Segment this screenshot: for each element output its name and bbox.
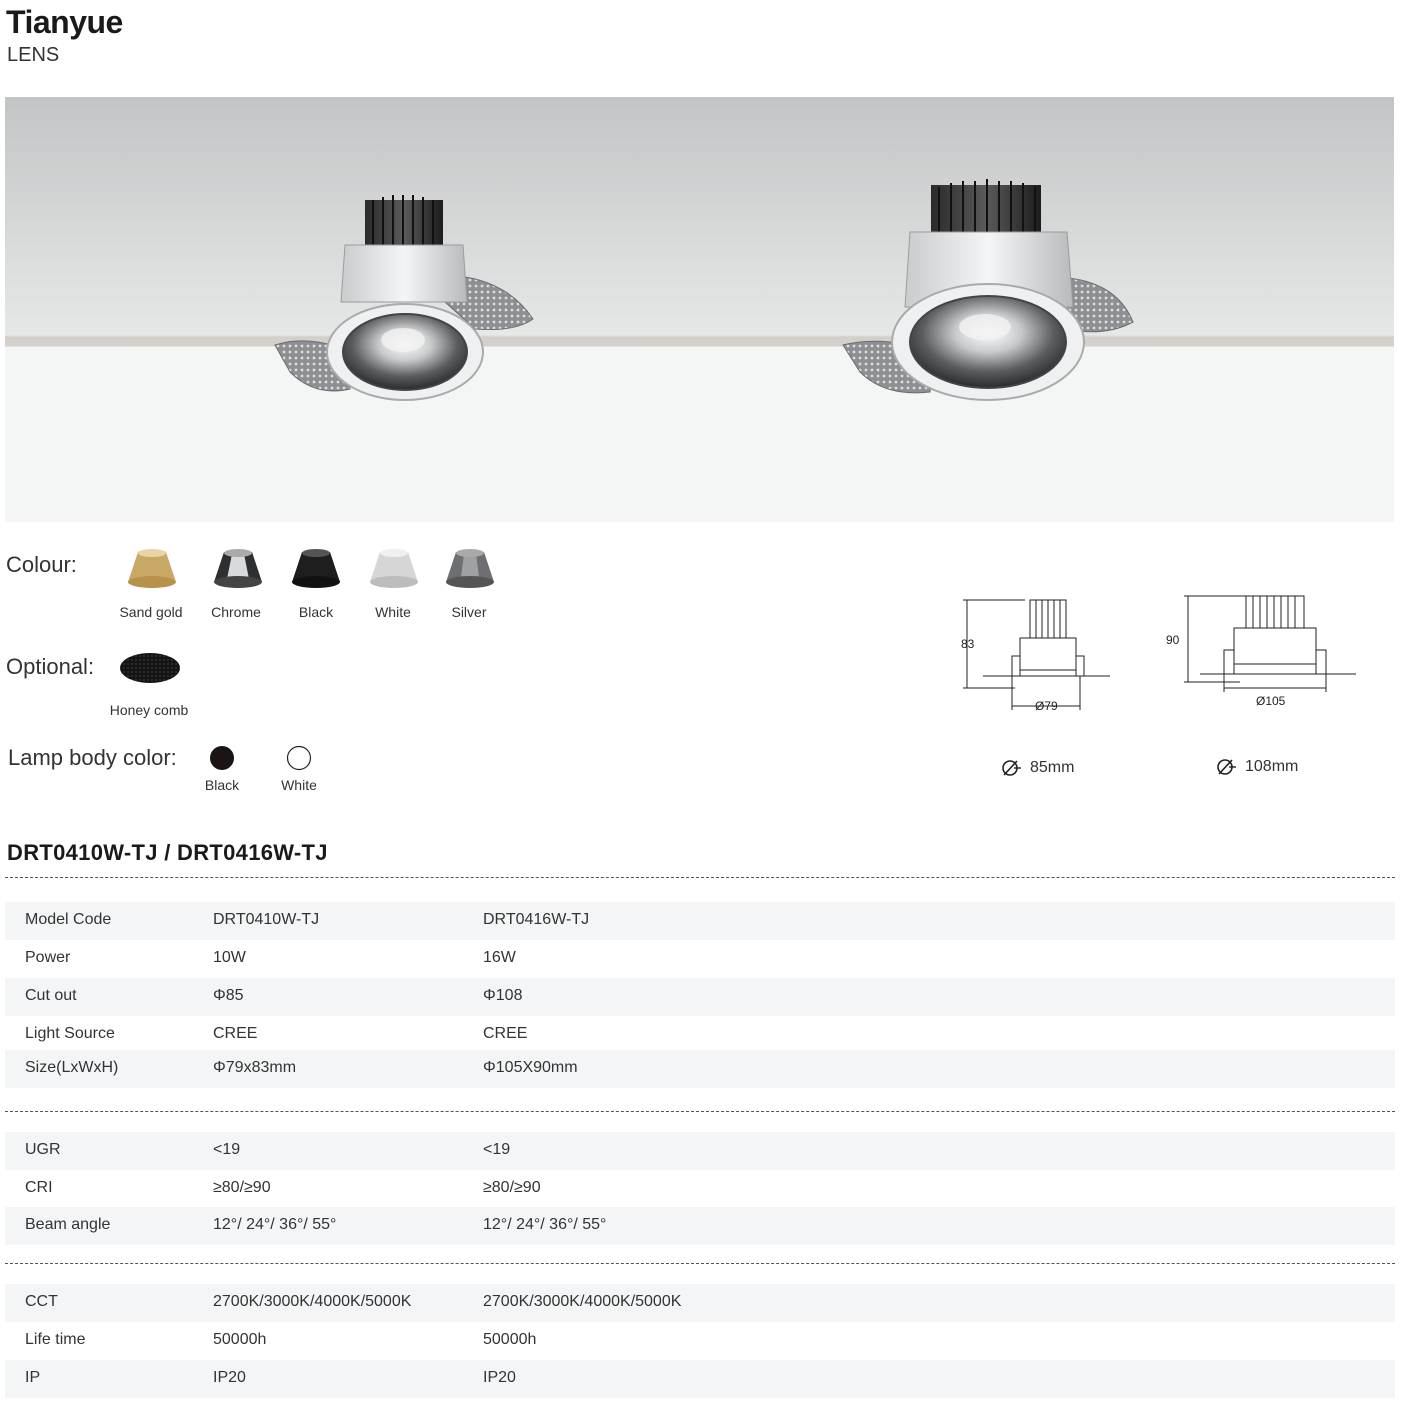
cutout-diameter-icon	[1000, 758, 1022, 778]
swatch-label-honeycomb: Honey comb	[109, 702, 189, 718]
dim-height-small: 83	[961, 637, 975, 651]
spec-value-a: Φ79x83mm	[213, 1059, 297, 1076]
spec-label: Light Source	[25, 1025, 115, 1042]
spec-value-a: 50000h	[213, 1331, 267, 1348]
colour-label: Colour:	[6, 552, 77, 577]
spec-value-b: 12°/ 24°/ 36°/ 55°	[483, 1216, 607, 1233]
model-title: DRT0410W-TJ / DRT0416W-TJ	[7, 840, 328, 865]
product-hero-image	[5, 97, 1394, 522]
spec-label: Life time	[25, 1331, 86, 1348]
dim-diameter-small: Ø79	[1035, 699, 1058, 713]
body-swatch-label-white: White	[281, 777, 317, 793]
spec-row-model-code	[5, 902, 1395, 940]
spec-label: IP	[25, 1369, 41, 1386]
brand-name: Tianyue	[6, 4, 123, 40]
spec-row-cut-out	[5, 978, 1395, 1016]
spec-row-size	[5, 1050, 1395, 1088]
spec-row-ugr	[5, 1132, 1395, 1170]
body-white-swatch[interactable]	[286, 745, 312, 771]
spec-value-a: Φ85	[213, 987, 244, 1004]
spec-row-beam-angle	[5, 1207, 1395, 1245]
spec-value-b: IP20	[483, 1369, 516, 1386]
swatch-label-white: White	[375, 604, 411, 620]
spec-value-a: 2700K/3000K/4000K/5000K	[213, 1293, 412, 1310]
spec-row-power	[5, 940, 1395, 978]
dimension-drawing-large	[1160, 590, 1360, 714]
swatch-label-silver: Silver	[451, 604, 487, 620]
swatch-label-black: Black	[298, 604, 334, 620]
product-category: LENS	[7, 44, 60, 66]
honeycomb-icon[interactable]	[118, 650, 182, 686]
cutout-small	[1000, 758, 1074, 778]
cutout-diameter-icon	[1215, 757, 1237, 777]
downlight-small-illustration	[275, 195, 533, 400]
reflector-sand-gold-swatch[interactable]	[124, 546, 180, 592]
spec-label: Size(LxWxH)	[25, 1059, 119, 1076]
section-divider	[5, 1111, 1395, 1112]
spec-value-b: DRT0416W-TJ	[483, 911, 590, 928]
spec-value-b: 50000h	[483, 1331, 537, 1348]
spec-value-b: Φ108	[483, 987, 523, 1004]
swatch-label-sand-gold: Sand gold	[119, 604, 183, 620]
spec-value-a: CREE	[213, 1025, 258, 1042]
spec-row-cct	[5, 1284, 1395, 1322]
cutout-small-value: 85mm	[1030, 759, 1075, 776]
reflector-black-swatch[interactable]	[288, 546, 344, 592]
spec-value-a: IP20	[213, 1369, 246, 1386]
body-black-swatch[interactable]	[209, 745, 235, 771]
spec-label: CRI	[25, 1179, 53, 1196]
spec-label: Model Code	[25, 911, 112, 928]
spec-label: Cut out	[25, 987, 77, 1004]
reflector-silver-swatch[interactable]	[442, 546, 498, 592]
spec-value-a: 10W	[213, 949, 246, 966]
spec-row-life-time	[5, 1322, 1395, 1360]
spec-value-b: CREE	[483, 1025, 528, 1042]
reflector-chrome-swatch[interactable]	[210, 546, 266, 592]
spec-label: Beam angle	[25, 1216, 111, 1233]
spec-row-ip	[5, 1360, 1395, 1398]
reflector-white-swatch[interactable]	[366, 546, 422, 592]
spec-row-cri	[5, 1170, 1395, 1208]
cutout-large	[1215, 757, 1298, 777]
dim-diameter-large: Ø105	[1256, 694, 1286, 708]
section-divider	[5, 877, 1395, 878]
spec-value-a: DRT0410W-TJ	[213, 911, 320, 928]
spec-row-light-source	[5, 1016, 1395, 1054]
spec-value-b: ≥80/≥90	[483, 1179, 541, 1196]
spec-label: UGR	[25, 1141, 61, 1158]
spec-value-b: 16W	[483, 949, 516, 966]
body-swatch-label-black: Black	[204, 777, 240, 793]
spec-label: CCT	[25, 1293, 58, 1310]
lamp-body-color-label: Lamp body color:	[8, 745, 177, 770]
optional-label: Optional:	[6, 654, 95, 679]
spec-value-a: <19	[213, 1141, 241, 1158]
section-divider	[5, 1263, 1395, 1264]
spec-value-a: 12°/ 24°/ 36°/ 55°	[213, 1216, 337, 1233]
spec-value-b: 2700K/3000K/4000K/5000K	[483, 1293, 682, 1310]
spec-label: Power	[25, 949, 71, 966]
dimension-drawing-small	[955, 592, 1115, 722]
downlight-large-illustration	[843, 179, 1133, 400]
cutout-large-value: 108mm	[1245, 758, 1299, 775]
spec-value-b: <19	[483, 1141, 511, 1158]
spec-value-a: ≥80/≥90	[213, 1179, 271, 1196]
dim-height-large: 90	[1166, 633, 1180, 647]
spec-value-b: Φ105X90mm	[483, 1059, 578, 1076]
swatch-label-chrome: Chrome	[211, 604, 261, 620]
